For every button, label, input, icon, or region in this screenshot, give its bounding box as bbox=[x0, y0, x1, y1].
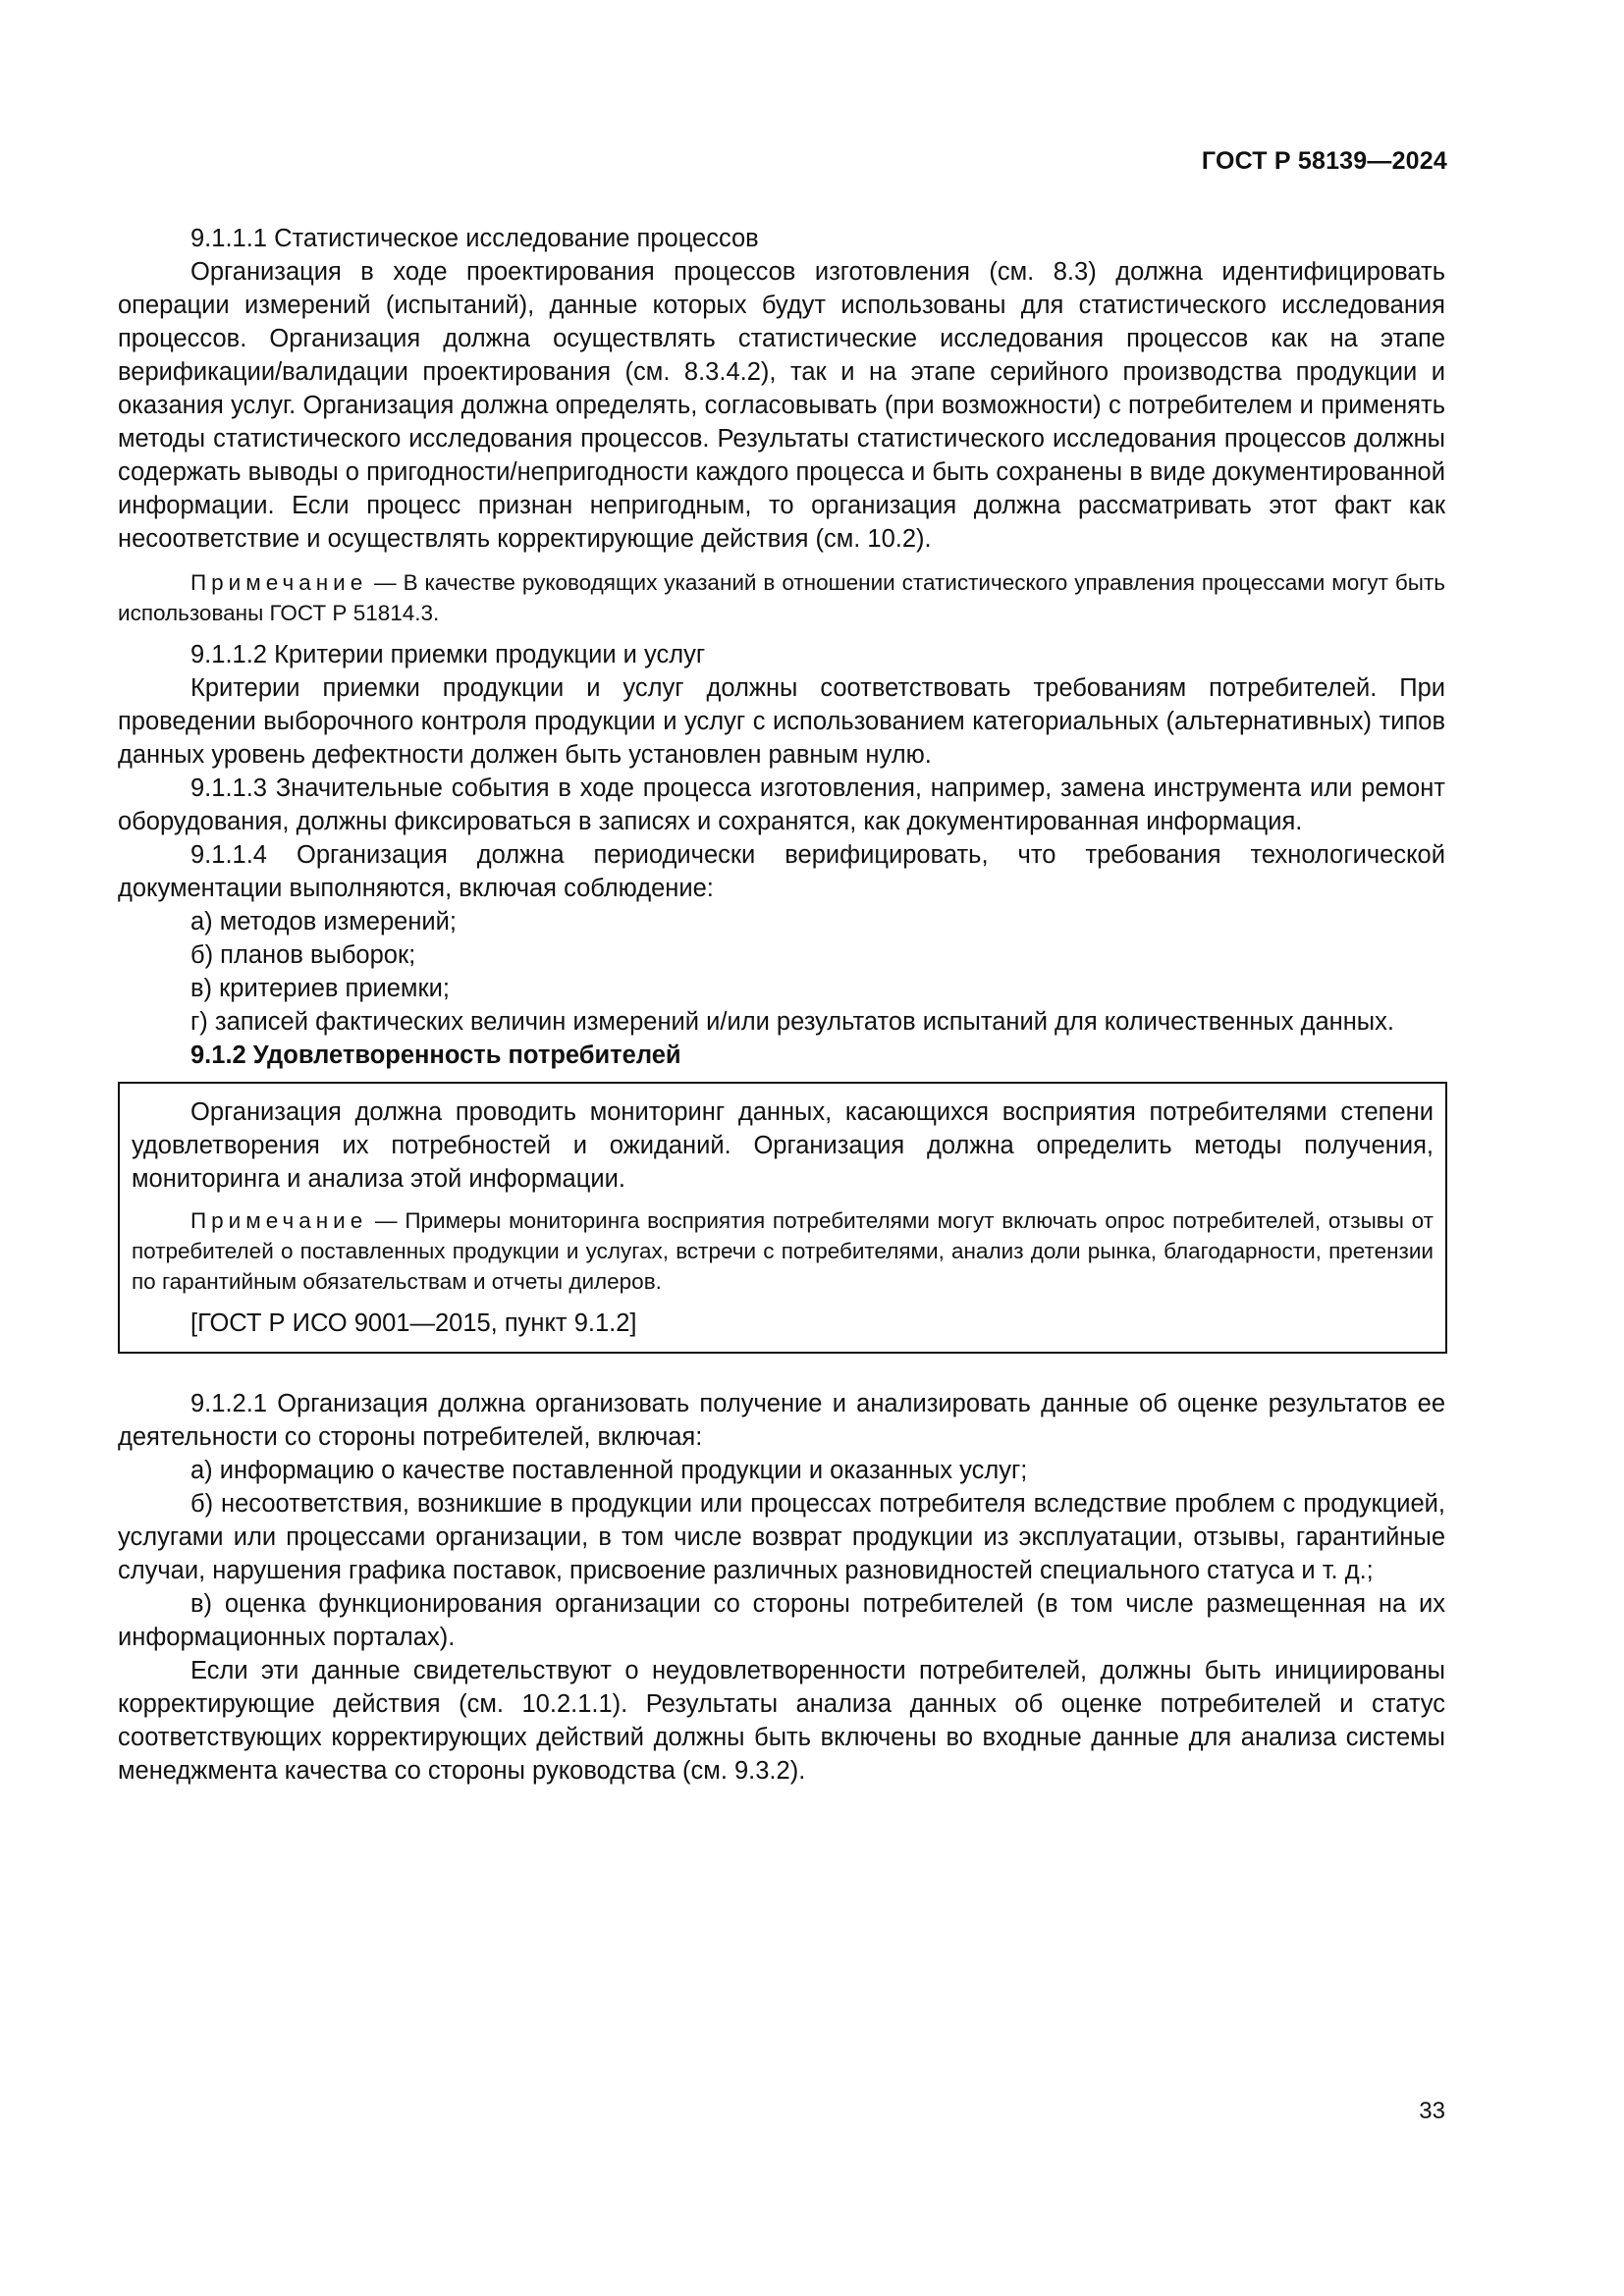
clause-9-1-1-2-title: 9.1.1.2 Критерии приемки продукции и услуг bbox=[190, 641, 706, 668]
page-number: 33 bbox=[1419, 2098, 1445, 2124]
list-item: в) оценка функционирования организации со стороны потребителей (в том числе размещенная на их информационных порталах). bbox=[118, 1590, 1445, 1651]
list-item: а) методов измерений; bbox=[190, 908, 457, 935]
quoted-requirement-box bbox=[118, 1082, 1447, 1354]
clause-9-1-2-heading: 9.1.2 Удовлетворенность потребителей bbox=[190, 1041, 681, 1069]
note-text: — В качестве руководящих указаний в отношении статистического управления процессами могут быть использованы ГОСТ Р 51814.3. bbox=[118, 570, 1445, 625]
clause-9-1-1-4-body: 9.1.1.4 Организация должна периодически верифицировать, что требования технологической документации выполняются, включая соблюдение: bbox=[118, 841, 1445, 902]
clause-9-1-1-3-body: 9.1.1.3 Значительные события в ходе процесса изготовления, например, замена инструмента или ремонт оборудования, должны фиксироваться в записях и сохранятся, как документированная информация. bbox=[118, 774, 1445, 835]
clause-9-1-2-1-body: 9.1.2.1 Организация должна организовать получение и анализировать данные об оценке результатов ее деятельности со стороны потребителей, включая: bbox=[118, 1390, 1445, 1451]
clause-9-1-2-1-closing: Если эти данные свидетельствуют о неудовлетворенности потребителей, должны быть инициированы корректирующие действия (см. 10.2.1.1). Результаты анализа данных об оценке потребителей и статус соответствующих корректирующих действий должны быть включены во входные данные для анализа системы менеджмента качества со стороны руководства (см. 9.3.2). bbox=[118, 1657, 1445, 1785]
clause-9-1-1-2-body: Критерии приемки продукции и услуг должны соответствовать требованиям потребителей. При проведении выборочного контроля продукции и услуг с использованием категориальных (альтернативных) типов данных уровень дефектности должен быть установлен равным нулю. bbox=[118, 674, 1445, 769]
list-item: б) несоответствия, возникшие в продукции или процессах потребителя вследствие проблем с продукцией, услугами или процессами организации, в том числе возврат продукции из эксплуатации, отзывы, гарантийные случаи, нарушения графика поставок, присвоение различных разновидностей специального статуса и т. д.; bbox=[118, 1490, 1445, 1584]
box-body: Организация должна проводить мониторинг данных, касающихся восприятия потребителями степени удовлетворения их потребностей и ожиданий. Организация должна определить методы получения, мониторинга и анализа этой информации. bbox=[132, 1098, 1434, 1193]
box-note bbox=[132, 1205, 1434, 1297]
note-label: Примечание bbox=[190, 570, 368, 595]
spacer bbox=[118, 1354, 1445, 1387]
clause-9-1-1-1-title: 9.1.1.1 Статистическое исследование процессов bbox=[190, 225, 759, 252]
list-item: а) информацию о качестве поставленной продукции и оказанных услуг; bbox=[190, 1457, 1028, 1484]
standard-header: ГОСТ Р 58139—2024 bbox=[1201, 147, 1447, 175]
clause-9-1-1-1-note bbox=[118, 567, 1445, 628]
list-item: в) критериев приемки; bbox=[190, 975, 450, 1002]
page-content bbox=[118, 222, 1445, 1788]
list-item: г) записей фактических величин измерений и/или результатов испытаний для количественных данных. bbox=[190, 1008, 1394, 1036]
box-reference: [ГОСТ Р ИСО 9001—2015, пункт 9.1.2] bbox=[190, 1309, 637, 1337]
note-label: Примечание bbox=[190, 1208, 368, 1233]
clause-9-1-1-1-body: Организация в ходе проектирования процессов изготовления (см. 8.3) должна идентифицировать операции измерений (испытаний), данные которых будут использованы для статистического исследования процессов. Организация должна осуществлять статистические исследования процессов как на этапе верификации/валидации проектирования (см. 8.3.4.2), так и на этапе серийного производства продукции и оказания услуг. Организация должна определять, согласовывать (при возможности) с потребителем и применять методы статистического исследования процессов. Результаты статистического исследования процессов должны содержать выводы о пригодности/непригодности каждого процесса и быть сохранены в виде документированной информации. Если процесс признан непригодным, то организация должна рассматривать этот факт как несоответствие и осуществлять корректирующие действия (см. 10.2). bbox=[118, 258, 1445, 553]
note-text: — Примеры мониторинга восприятия потребителями могут включать опрос потребителей, отзывы от потребителей о поставленных продукции и услугах, встречи с потребителями, анализ доли рынка, благодарности, претензии по гарантийным обязательствам и отчеты дилеров. bbox=[132, 1208, 1434, 1294]
list-item: б) планов выборок; bbox=[190, 941, 416, 969]
